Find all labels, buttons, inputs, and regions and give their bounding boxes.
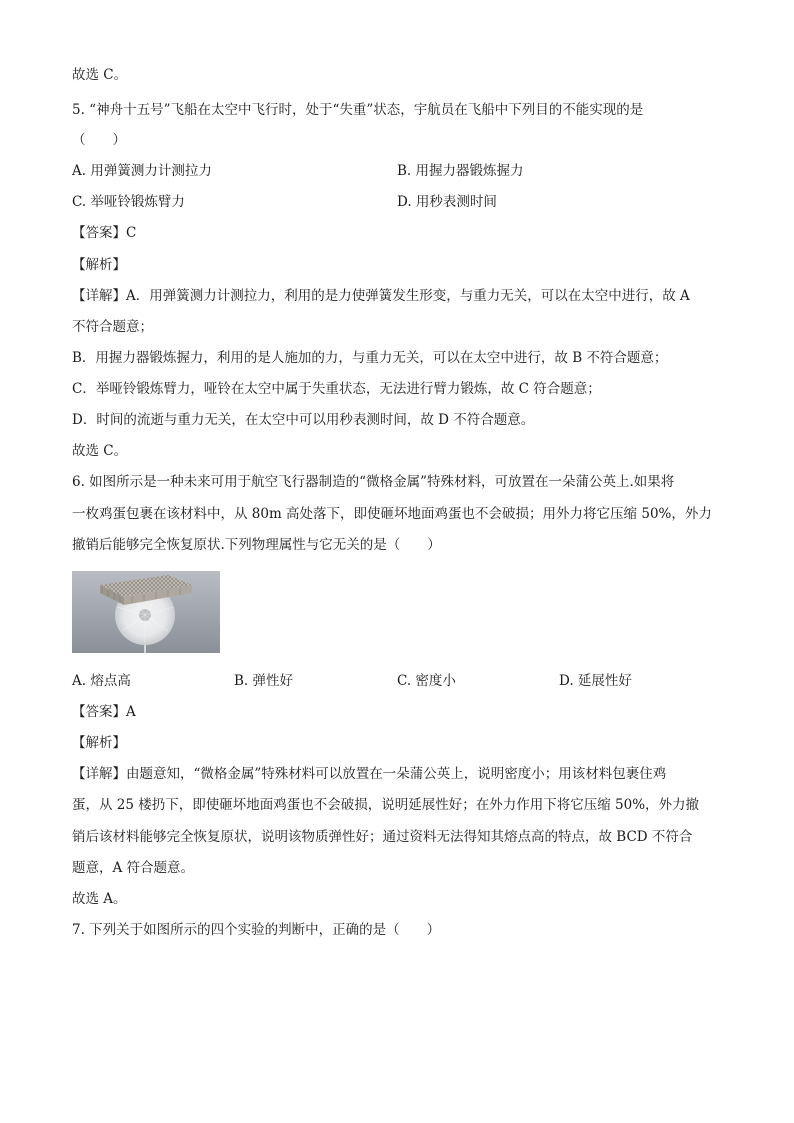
q5-option-d: D. 用秒表测时间 xyxy=(397,194,497,210)
q5-answer-row xyxy=(72,225,136,241)
q5-option-b: B. 用握力器锻炼握力 xyxy=(397,163,524,179)
micro-lattice-dandelion-photo xyxy=(72,571,220,653)
previous-conclusion: 故选 C。 xyxy=(72,67,128,83)
q5-detail-line5: D．时间的流逝与重力无关，在太空中可以用秒表测时间，故 D 不符合题意。 xyxy=(72,412,535,428)
q5-answer: C xyxy=(126,225,137,241)
q5-analysis-tag: 【解析】 xyxy=(72,257,126,273)
q5-detail-line3: B．用握力器锻炼握力，利用的是人施加的力，与重力无关，可以在太空中进行，故 B 不符合题意； xyxy=(72,350,668,366)
q6-option-d: D. 延展性好 xyxy=(559,673,632,689)
q6-detail-line3: 销后该材料能够完全恢复原状，说明该物质弹性好；通过资料无法得知其熔点高的特点，故 BCD 不符合 xyxy=(72,829,693,845)
q6-stem-line2: 一枚鸡蛋包裹在该材料中，从 80m 高处落下，即使砸坏地面鸡蛋也不会破损；用外力将它压缩 50%，外力 xyxy=(72,506,712,522)
q6-option-c: C. 密度小 xyxy=(397,673,456,689)
q5-detail-tag: 【详解】 xyxy=(72,288,126,304)
q6-detail-line1 xyxy=(72,766,666,782)
q6-detail-line2: 蛋，从 25 楼扔下，即使砸坏地面鸡蛋也不会破损，说明延展性好；在外力作用下将它压缩 50%，外力撤 xyxy=(72,797,700,813)
q6-analysis-tag: 【解析】 xyxy=(72,735,126,751)
q6-detail-line4: 题意，A 符合题意。 xyxy=(72,860,195,876)
q6-answer-row xyxy=(72,704,136,720)
q5-answer-tag: 【答案】 xyxy=(72,225,126,241)
q6-stem-line3: 撤销后能够完全恢复原状.下列物理属性与它无关的是（ ） xyxy=(72,537,441,553)
q6-option-a: A. 熔点高 xyxy=(72,673,131,689)
q7-stem-line1: 7. 下列关于如图所示的四个实验的判断中，正确的是（ ） xyxy=(72,922,441,938)
q5-detail-line1 xyxy=(72,288,690,304)
q6-stem-line1: 6. 如图所示是一种未来可用于航空飞行器制造的“微格金属”特殊材料，可放置在一朵蒲公英上.如果将 xyxy=(72,474,675,490)
q6-detail-tag: 【详解】 xyxy=(72,766,126,782)
q6-answer: A xyxy=(126,704,136,720)
q6-answer-tag: 【答案】 xyxy=(72,704,126,720)
q5-option-c: C. 举哑铃锻炼臂力 xyxy=(72,194,185,210)
q5-detail-text1: A．用弹簧测力计测拉力，利用的是力使弹簧发生形变，与重力无关，可以在太空中进行，故 A xyxy=(126,288,690,304)
q5-stem-line1: 5. “神舟十五号”飞船在太空中飞行时，处于“失重”状态，宇航员在飞船中下列目的不能实现的是 xyxy=(72,102,644,118)
q5-conclusion: 故选 C。 xyxy=(72,443,128,459)
q5-detail-line2: 不符合题意； xyxy=(72,319,153,335)
q5-detail-line4: C．举哑铃锻炼臂力，哑铃在太空中属于失重状态，无法进行臂力锻炼，故 C 符合题意； xyxy=(72,381,601,397)
q6-conclusion: 故选 A。 xyxy=(72,891,127,907)
q6-detail-text1: 由题意知，“微格金属”特殊材料可以放置在一朵蒲公英上，说明密度小；用该材料包裹住鸡 xyxy=(126,766,667,782)
q5-option-a: A. 用弹簧测力计测拉力 xyxy=(72,163,212,179)
q5-stem-line2: （ ） xyxy=(72,132,126,148)
q6-option-b: B. 弹性好 xyxy=(234,673,294,689)
